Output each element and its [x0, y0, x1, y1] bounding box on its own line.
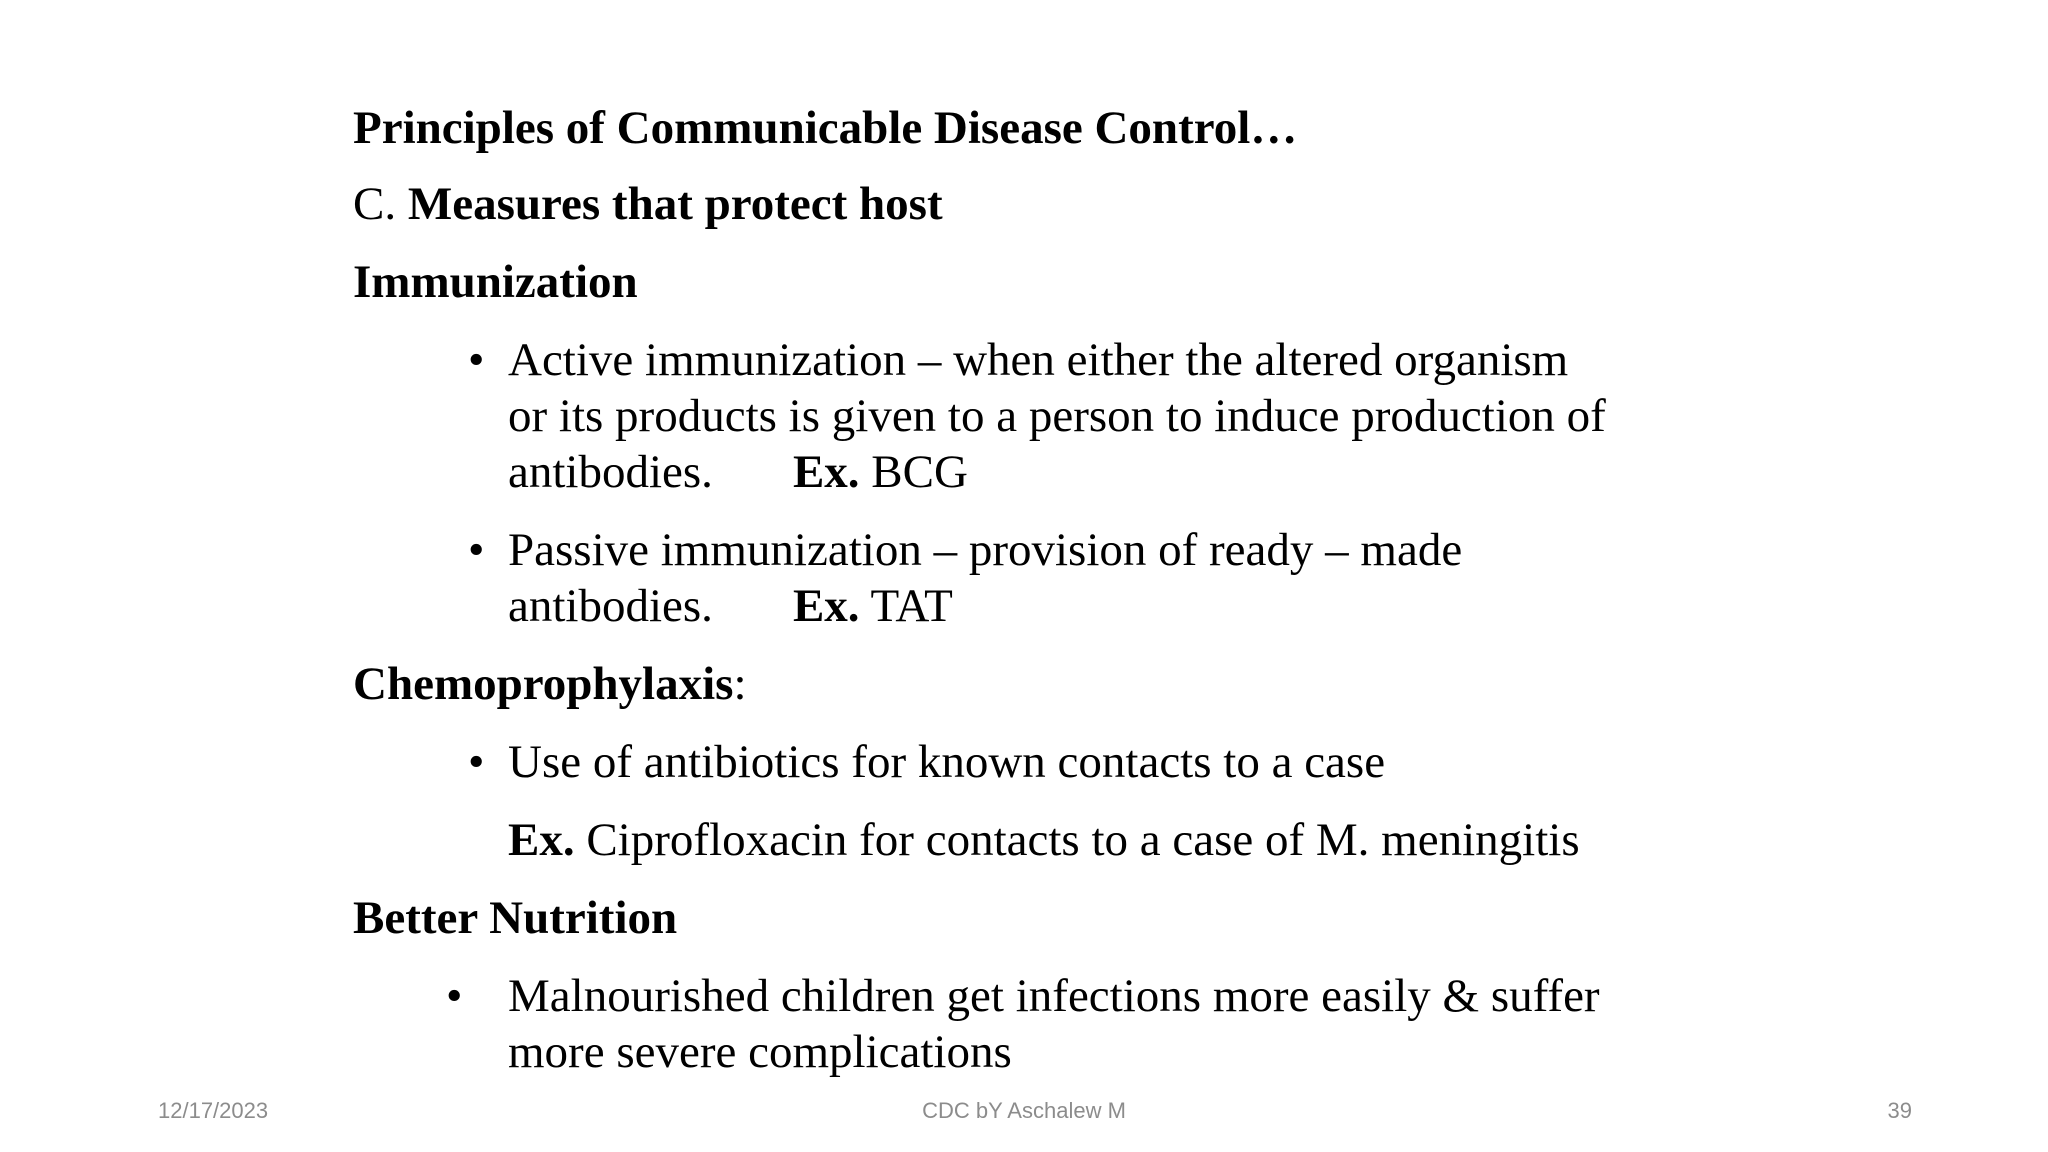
passive-example-label: Ex.: [792, 580, 860, 632]
nutrition-bullet-line2: more severe complications: [508, 1026, 1012, 1078]
bullet-icon: •: [468, 736, 485, 788]
immunization-heading: Immunization: [353, 256, 638, 308]
footer-date: 12/17/2023: [158, 1098, 269, 1123]
passive-immunization-line2: [508, 578, 953, 634]
bullet-icon: •: [468, 524, 485, 576]
passive-example-value: TAT: [859, 580, 953, 632]
section-prefix: C.: [353, 178, 408, 230]
nutrition-heading: Better Nutrition: [353, 892, 678, 944]
nutrition-bullet-line1: Malnourished children get infections more easily & suffer: [508, 970, 1600, 1022]
passive-immunization-line1: Passive immunization – provision of ready – made: [508, 524, 1463, 576]
chemoprophylaxis-heading: [353, 656, 747, 712]
chemoprophylaxis-bullet: Use of antibiotics for known contacts to a case: [508, 736, 1386, 788]
active-example-value: BCG: [859, 446, 968, 498]
chemoprophylaxis-example: [508, 812, 1580, 868]
chemo-example-value: Ciprofloxacin for contacts to a case of M. meningitis: [574, 814, 1580, 866]
active-immunization-line2: or its products is given to a person to induce production of: [508, 390, 1606, 442]
passive-immunization-text: antibodies.: [508, 580, 713, 632]
footer-page-number: 39: [1887, 1098, 1912, 1123]
active-immunization-text: antibodies.: [508, 446, 713, 498]
chemo-example-label: Ex.: [508, 814, 575, 866]
chemoprophylaxis-heading-text: Chemoprophylaxis: [353, 658, 734, 710]
active-immunization-line3: [508, 444, 968, 500]
active-example-label: Ex.: [792, 446, 860, 498]
bullet-icon: •: [446, 970, 463, 1022]
section-title: Measures that protect host: [407, 178, 943, 230]
footer-author: CDC bY Aschalew M: [922, 1098, 1126, 1123]
active-immunization-line1: Active immunization – when either the altered organism: [508, 334, 1569, 386]
bullet-icon: •: [468, 334, 485, 386]
chemoprophylaxis-colon: :: [733, 658, 747, 710]
slide-title: Principles of Communicable Disease Control…: [353, 102, 1298, 154]
section-heading: [353, 176, 943, 232]
